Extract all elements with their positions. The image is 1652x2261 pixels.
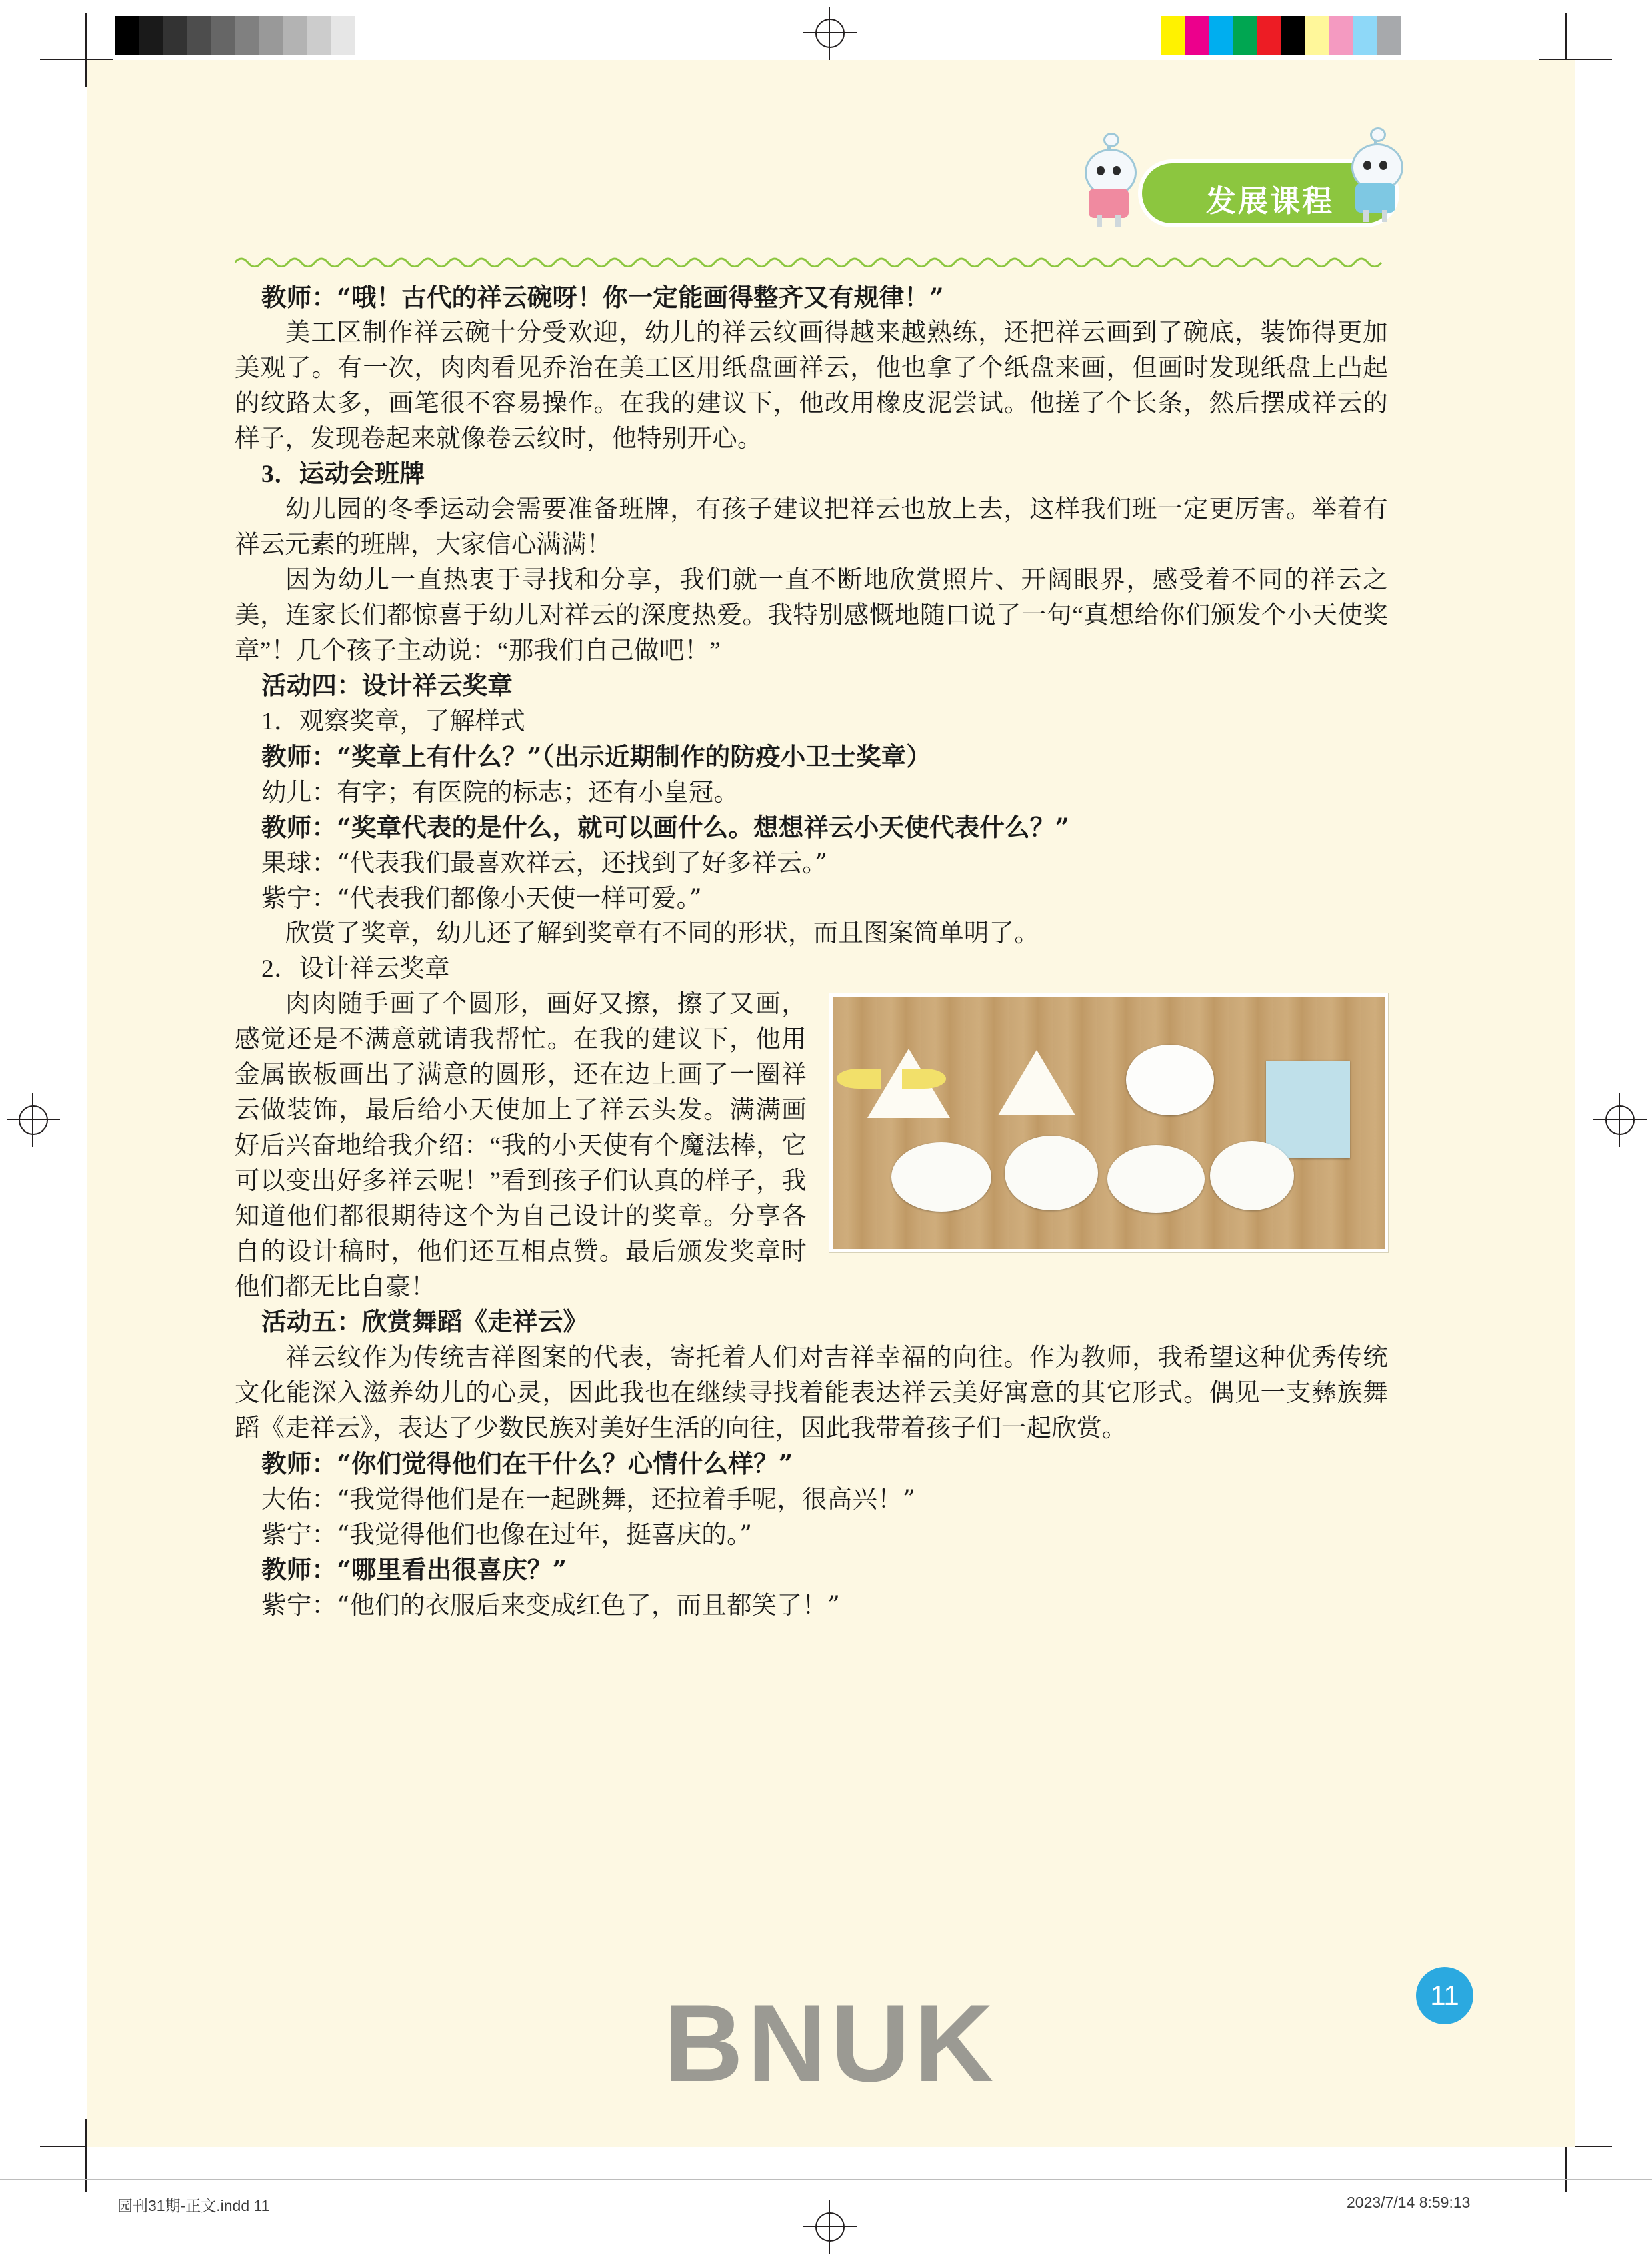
subheading: 3．运动会班牌	[261, 461, 425, 488]
wrap-paragraph: 肉肉随手画了个圆形，画好又擦，擦了又画，感觉还是不满意就请我帮忙。在我的建议下，他用金属嵌板画出了满意的圆形，还在边上画了一圈祥云做装饰，最后给小天使加上了祥云头发。满满画好后兴奋地给我介绍：“我的小天使有个魔法棒，它可以变出好多祥云呢！”看到孩子们认真的样子，我知道他们都很期待这个为自己设计的奖章。分享各自的设计稿时，他们还互相点赞。最后颁发奖章时他们都无比自豪！	[235, 991, 807, 1301]
image-wrap-block	[235, 987, 1388, 1305]
child-dialogue: 果球：“代表我们最喜欢祥云，还找到了好多祥云。”	[261, 848, 828, 877]
gray-swatch-6	[259, 16, 283, 55]
teacher-dialogue: 教师：“奖章上有什么？”（出示近期制作的防疫小卫士奖章）	[261, 742, 931, 771]
medal-triangle	[998, 1050, 1075, 1115]
medal-cloud-1	[891, 1142, 991, 1212]
child-dialogue: 紫宁：“我觉得他们也像在过年，挺喜庆的。”	[261, 1520, 753, 1549]
paragraph: 因为幼儿一直热衷于寻找和分享，我们就一直不断地欣赏照片、开阔眼界，感受着不同的祥云之美，连家长们都惊喜于幼儿对祥云的深度热爱。我特别感慨地随口说了一句“真想给你们颁发个小天使奖章”！几个孩子主动说：“那我们自己做吧！”	[235, 567, 1388, 665]
grayscale-calibration-bar	[115, 16, 379, 55]
color-swatch-3	[1233, 16, 1257, 55]
wing-left-icon	[837, 1069, 881, 1089]
teacher-dialogue: 教师：“你们觉得他们在干什么？心情什么样？”	[261, 1449, 793, 1478]
article-body	[235, 280, 1388, 1623]
medal-cloud-2	[1005, 1136, 1098, 1210]
registration-mark-bottom	[803, 2200, 857, 2254]
medal-oval-1	[1126, 1045, 1214, 1115]
color-swatch-0	[1161, 16, 1185, 55]
medal-cloud-4	[1210, 1141, 1294, 1210]
page-number-badge: 11	[1416, 1967, 1473, 2024]
watermark-text: BNUK	[663, 1982, 998, 2104]
gray-swatch-2	[163, 16, 187, 55]
color-swatch-4	[1257, 16, 1281, 55]
medal-card-blue	[1266, 1061, 1350, 1158]
paragraph: 幼儿园的冬季运动会需要准备班牌，有孩子建议把祥云也放上去，这样我们班一定更厉害。举着有祥云元素的班牌，大家信心满满！	[235, 496, 1388, 559]
medal-design-photo	[829, 993, 1388, 1252]
footer-right-text: 2023/7/14 8:59:13	[1347, 2194, 1471, 2211]
gray-swatch-10	[355, 16, 379, 55]
medal-cloud-3	[1107, 1145, 1205, 1213]
color-swatch-8	[1353, 16, 1377, 55]
sub-item: 2．设计祥云奖章	[261, 955, 450, 983]
sub-item: 1．观察奖章，了解样式	[261, 708, 525, 735]
girl-mascot-icon	[1345, 143, 1406, 223]
badge-label: 发展课程	[1206, 183, 1335, 219]
footer-rule	[0, 2179, 1652, 2180]
paragraph: 祥云纹作为传统吉祥图案的代表，寄托着人们对吉祥幸福的向往。作为教师，我希望这种优秀传统文化能深入滋养幼儿的心灵，因此我也在继续寻找着能表达祥云美好寓意的其它形式。偶见一支彝族舞蹈《走祥云》，表达了少数民族对美好生活的向往，因此我带着孩子们一起欣赏。	[235, 1344, 1388, 1442]
child-dialogue: 大佑：“我觉得他们是在一起跳舞，还拉着手呢，很高兴！”	[261, 1484, 916, 1514]
gray-swatch-8	[307, 16, 331, 55]
color-swatch-9	[1377, 16, 1401, 55]
color-swatch-1	[1185, 16, 1209, 55]
registration-mark-right	[1593, 1093, 1647, 1147]
registration-mark-left	[7, 1093, 60, 1147]
color-swatch-6	[1305, 16, 1329, 55]
teacher-dialogue: 教师：“哪里看出很喜庆？”	[261, 1555, 567, 1584]
registration-mark-top	[803, 7, 857, 60]
paragraph: 欣赏了奖章，幼儿还了解到奖章有不同的形状，而且图案简单明了。	[285, 920, 1039, 947]
child-dialogue: 紫宁：“他们的衣服后来变成红色了，而且都笑了！”	[261, 1590, 841, 1620]
teacher-dialogue: 教师：“奖章代表的是什么，就可以画什么。想想祥云小天使代表什么？”	[261, 813, 1070, 842]
gray-swatch-0	[115, 16, 139, 55]
page-content-sheet	[87, 60, 1575, 2147]
gray-swatch-9	[331, 16, 355, 55]
gray-swatch-5	[235, 16, 259, 55]
boy-mascot-icon	[1078, 149, 1139, 229]
subheading: 活动四：设计祥云奖章	[261, 673, 513, 700]
gray-swatch-4	[211, 16, 235, 55]
wave-divider	[235, 252, 1388, 267]
child-dialogue: 幼儿：有字；有医院的标志；还有小皇冠。	[261, 777, 739, 807]
subheading: 活动五：欣赏舞蹈《走祥云》	[261, 1309, 589, 1336]
teacher-dialogue: 教师：“哦！古代的祥云碗呀！你一定能画得整齐又有规律！”	[261, 283, 944, 312]
color-swatch-2	[1209, 16, 1233, 55]
footer-left-text: 园刊31期-正文.indd 11	[117, 2197, 270, 2214]
gray-swatch-7	[283, 16, 307, 55]
wing-right-icon	[902, 1069, 946, 1089]
color-calibration-bar	[1161, 16, 1401, 55]
section-badge	[1078, 137, 1410, 237]
child-dialogue: 紫宁：“代表我们都像小天使一样可爱。”	[261, 883, 702, 913]
gray-swatch-3	[187, 16, 211, 55]
gray-swatch-1	[139, 16, 163, 55]
paragraph: 美工区制作祥云碗十分受欢迎，幼儿的祥云纹画得越来越熟练，还把祥云画到了碗底，装饰得更加美观了。有一次，肉肉看见乔治在美工区用纸盘画祥云，他也拿了个纸盘来画，但画时发现纸盘上凸起的纹路太多，画笔很不容易操作。在我的建议下，他改用橡皮泥尝试。他搓了个长条，然后摆成祥云的样子，发现卷起来就像卷云纹时，他特别开心。	[235, 319, 1388, 453]
color-swatch-5	[1281, 16, 1305, 55]
color-swatch-7	[1329, 16, 1353, 55]
